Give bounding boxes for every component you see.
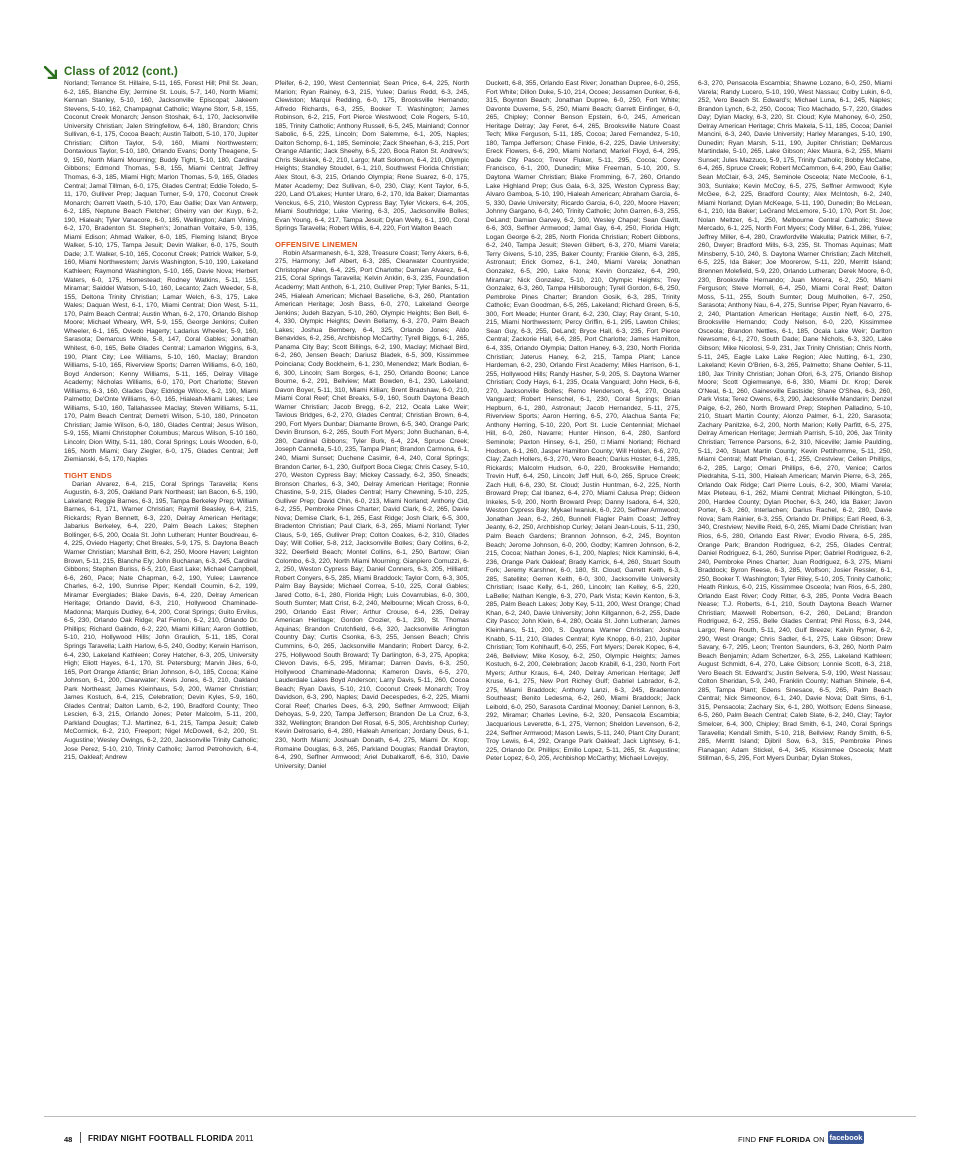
roster-text: Pfeifer, 6-2, 190, West Centennial; Sean Price, 6-4, 225, North Marion; Ryan Rainey, 6-3, 215, Yulee; Darius Redd, 6-3, 245, Clewiston; Marqui Redding, 6-0, 175, Brooksville Hernando; Alfredo Richards, 6-3, 255, Booker T. Washington; James Robinson, 6-2, 215, Fort Pierce Westwood; Cole Rogers, 5-10, 185, Trinity Catholic; Anthony Russell, 6-5, 245, Mainland; Connor Sabolic, 6-5, 225, Lincoln; Dom Salemme, 6-1, 205, Naples; Dalton Schomp, 6-1, 185, Seminole; Zack Sheehan, 6-3, 215, Port Orange Atlantic; Jack Sheehy, 6-5, 220, Boca Raton St. Andrew's; Chris Skulskek, 6-2, 210, Largo; Matt Solomon, 6-4, 210, Olympic Heights; Standley Stoudet, 6-1, 210, Southwest Florida Christian; Alex Stout, 6-3, 215, Orlando Olympia; Rene Suarez, 6-0, 175, Mater Academy; Dez Sullivan, 6-0, 230, Clay; Kent Taylor, 6-5, 220, Land O'Lakes; Hunter Uraro, 6-2, 170, Ida Baker; Diamantas Venckus, 6-5, 210, Weston Cypress Bay; Tyler Vickers, 6-4, 205, Miami Southridge; Luke Viering, 6-3, 205, Jacksonville Bolles; Evan Young, 6-4, 217, Tampa Jesuit; Dylan Welty, 6-1, 190, Coral Springs Taravella; Robert Willis, 6-4, 220, Fort Walton Beach — [275, 80, 469, 233]
section-title: Class of 2012 (cont.) — [64, 66, 178, 78]
column-4 — [698, 80, 892, 1106]
footer-separator — [80, 1132, 81, 1143]
footer-divider — [44, 1116, 916, 1117]
facebook-logo-icon[interactable]: facebook — [829, 1133, 863, 1142]
find-brand: FNF FLORIDA — [758, 1135, 811, 1144]
roster-text: Duckett, 6-8, 355, Orlando East River; Jonathan Dupree, 6-0, 255, Fort White; Dillon Duke, 5-10, 214, Ocoee; Jessamen Dunker, 6-6, 315, Boynton Beach; Jonathan Dupree, 6-0, 250, Fort White; Davonte Duverne, 5-5, 250, Miami Beach; Garrett Einfinger, 6-0, 265, Chipley; Conner Benson Epstein, 6-0, 245, American Heritage Delray; Jay Feret, 6-4, 265, Brooksville Nature Coast Tech; Mike Ferguson, 5-11, 185, Cocoa; Jared Fernandez, 5-10, 180, Tampa Jefferson; Chase Finkle, 6-2, 225, Davie University; Ereck Flowers, 6-6, 290, Miami Norland; Markel Floyd, 6-4, 295, Dade City Pasco; Trevor Fluker, 5-11, 295, Cocoa; Corey Francisco, 6-1, 200, Dunedin; Mike Freeman, 5-10, 200, S. Daytona Warner Christian; Blake Fromming, 6-7, 260, Orlando Lake Highland Prep; Gus Gala, 6-3, 325, Weston Cypress Bay; Alvaro Gamboa, 5-10, 190, Hialeah American; Abraham Garcia, 6-5, 330, Davie University; Ricardo Garcia, 6-0, 220, Moore Haven; Johnny Gargano, 6-0, 240, Trinity Catholic; John Garren, 6-3, 255, DeLand; Damian Garvey, 6-2, 300, Wesley Chapel; Sean Gavitt, 6-6, 303, Seffner Armwood; Jamal Gay, 6-4, 250, Florida High; Logan George 6-2, 285, North Florida Christian; Robert Gibbons, 6-2, 240, Tampa Jesuit; Steven Gilbert, 6-3, 270, Miami Varela; Terry Givens, 5-10, 235, Baker County; Frankie Glenn, 6-3, 285, Astronaut; Erick Gomez, 6-1, 240, Miami Varela; Jonathan Gonzalez, 6-5, 290, Lake Nona; Kevin Gonzalez, 6-4, 290, Miramar; Nick Gonzalez, 5-10, 210, Olympic Heights; Trey Gonzalez, 6-3, 260, Tampa Hillsborough; Tyrell Gordon, 6-6, 250, Pembroke Pines Charter; Brandon Gosik, 6-3, 285, Trinity Catholic; Evan Goodman, 6-5, 265, Lakeland; Richard Green, 6-5, 300, Fort Meade; Hunter Grant, 6-2, 230, Clay; Ray Grant, 5-10, 215, Miami Northwestern; Percy Griffin, 6-1, 295, Lawton Chiles; Sean Guy, 6-3, 255, DeLand; Bryce Hall, 6-3, 235, Fort Pierce Central; Zackorie Hall, 6-6, 285, Port Charlotte; James Hamilton, 6-4, 335, Orlando Olympia; Dalton Haney, 6-3, 230, North Florida Christian; Jaterus Haney, 6-2, 215, Tampa Plant; Lance Hardeman, 6-2, 230, Orlando First Academy; Miles Harrison, 6-1, 255, Hollywood Hills; Randy Hasher, 5-9, 205, S. Daytona Warner Christian; Cody Hays, 6-1, 235, Ocala Vanguard; John Heck, 6-6, 270, Jacksonville Bolles; Remo Henderson, 6-4, 270, Ocala Vanguard; Robert Henschel, 6-1, 230, Coral Springs; Brian Hepburn, 6-1, 280, Astronaut; Jacob Hernandez, 5-11, 275, Riverview Sports; Aaron Herring, 6-5, 270, Alachua Santa Fe; Anthony Herring, 5-10, 220, Port St. Lucie Centennial; Michael Hill, 6-0, 260, Navarre; Hunter Hinson, 6-4, 280, Sanford Seminole; Paxton Hinsey, 6-1, 250, □Miami Norland; Richard Hodson, 6-1, 260, Jasper Hamilton County; Will Holden, 6-6, 270, Clay; Zach Hollers, 6-3, 270, Vero Beach; Darius Hoster, 6-1, 285, Rickards; Malcolm Hudson, 6-0, 220, Brooksville Hernando; Trevin Huff, 6-4, 250, Lincoln; Jeff Hull, 6-0, 265, Spruce Creek; Zach Hull, 6-6, 230, St. Cloud; Justin Huntman, 6-2, 225, North Broward Prep; Cal Ibanez, 6-4, 270, Miami Calusa Prep; Gideon Inkeles, 5-9, 200, North Broward Prep; Danny Isadora, 6-4, 320, Weston Cypress Bay; Mykael Iwaniuk, 6-0, 220, Seffner Armwood; Jonathan Jean, 6-2, 260, Bunnell Flagler Palm Coast; Jeffrey Jeanty, 6-2, 250, Archbishop Curley; Jelani Jean-Louis, 5-11, 230, Palm Beach Gardens; Brannon Johnson, 6-2, 245, Boynton Beach; Jerome Johnson, 6-0, 200, Godby; Kamren Johnson, 6-2, 215, Cocoa; Nathan Jones, 6-1, 200, Naples; Nick Kaminski, 6-4, 236, Orange Park Oakleaf; Brady Karrick, 6-4, 260, Stuart South Fork; Jeremy Karshner, 6-0, 180, St. Cloud; Garrett Keith, 6-3, 285, Satellite; Gerren Keith, 6-0, 300, Jacksonville University Christian; Isaac Kelly, 6-1, 260, Lincoln; Ian Kelley, 6-5, 220, LaBelle; Nathan Kengle, 6-3, 270, Park Vista; Kevin Kenton, 6-3, 285, Palm Beach Lakes; Joby Key, 5-11, 200, West Orange; Chad Khan, 6-2, 240, Davie University; John Killgannon, 6-2, 255, Dade City Pasco; John Klein, 6-4, 280, Ocala St. John Lutheran; James Kleinhans, 5-11, 200, S. Daytona Warner Christian; Joshua Knabb, 5-11, 210, Glades Central; Kyle Knopp, 6-0, 210, Jupiter Christian; Tom Kohlhauff, 6-0, 255, Fort Myers; Derek Kopec, 6-4, 246, Bellview; Mike Kosoy, 6-2, 250, Olympic Heights; James Kostuch, 6-2, 200, Celebration; Jacob Krabill, 6-1, 230, North Fort Myers; Arthur Kraus, 6-4, 240, Delray American Heritage; Jeff Kruse, 6-1, 275, New Port Richey Gulf; Gabriel Labrador, 6-2, 275, Miami Braddock; Anthony Lanzi, 6-3, 245, Bradenton Southeast; Benito Ledesma, 6-2, 260, Miami Braddock; Jack Leibold, 6-0, 250, Sarasota Cardinal Mooney; Daniel Lennon, 6-3, 292, Miramar; Charles Levine, 6-2, 320, Pensacola Escambia; Jacquarious Leverette, 6-1, 275, Vernon; Sheldon Levenson, 6-2, 224, Seffner Armwood; Mason Lewis, 5-11, 240, Plant City Durant; Troy Lewis, 6-4, 292, Orange Park Oakleaf; Jack Lightsey, 6-1, 225, Orlando Dr. Phillips; Emilio Lopez, 5-11, 265, St. Augustine; Peter Lopez, 6-0, 205, Archbishop McCarthy; Michael Lovejoy, — [486, 80, 680, 763]
position-heading-tight-ends: TIGHT ENDS — [64, 470, 112, 480]
position-heading-offensive-linemen: OFFENSIVE LINEMEN — [275, 239, 358, 249]
text-columns — [64, 80, 896, 1106]
column-3 — [486, 80, 680, 1106]
publication-name — [88, 1134, 254, 1143]
roster-text: Darian Alvarez, 6-4, 215, Coral Springs Taravella; Kens Augustin, 6-3, 205, Oakland Park Northeast; Ian Bacon, 6-5, 190, Lakeland; Reggie Barnes, 6-3, 195, Tampa Berkeley Prep; William Barnes, 6-1, 171, Warner Christian; Raymil Beasley, 6-4, 215, Rickards; Ryan Bennett, 6-3, 220, Delray American Heritage; Jabarius Berkeley, 6-4, 220, Palm Beach Lakes; Stephen Bollinger, 6-5, 200, Ocala St. John Lutheran; Hunter Boudreau, 6-4, 225, Oviedo Hagerty; Chet Breaks, 5-9, 175, S. Daytona Beach Warner Christian; Marshall Britt, 6-2, 250, Moore Haven; Leighton Brown, 5-11, 215, Blanche Ely; John Buchanan, 6-3, 245, Cardinal Gibbons; Stephen Buriss, 6-5, 210, East Lake; Michael Campbell, 6-6, 260, Pace; Nate Chapman, 6-2, 190, Yulee; Lawrence Charles, 6-2, 190, Sunrise Piper; Kendall Coumin, 6-2, 199, Miramar Everglades; Blake Davis, 6-4, 220, Delray American Heritage; Orlando David, 6-3, 210, Hollywood Chaminade-Madonna; Marquis Dudley, 6-4, 200, Coral Springs; Guito Ervilus, 6-5, 230, Orlando Oak Ridge; Pat Fenlon, 6-2, 210, Orlando Dr. Phillips; Richard Galindo, 6-2, 220, Miami Killian; Aaron Gottlieb, 5-10, 210, Hollywood Hills; John Graulich, 5-11, 185, Coral Springs Taravella; Laith Harlow, 6-5, 240, Godby; Kerwin Harrison, 6-4, 230, Lakeland Kathleen; Corey Hatcher, 6-3, 205, University High; Eliott Hayes, 6-1, 170, St. Petersburg; Marvin Jiles, 6-0, 165, Port Orange Atlantic; Brian Johnson, 6-0, 185, Cocoa; Kaine Johnson, 6-1, 200, Clearwater; Kevis Jones, 6-3, 210, Oakland Park Northeast; James Kleinhaus, 5-9, 200, Warner Christian; James Kostuch, 6-4, 215, Celebration; Devin Kyles, 5-9, 160, Glades Central; Dalton Lamb, 6-2, 190, Bradford County; Theo Lescien, 6-3, 215, Orlando Jones; Peter Malcolm, 5-11, 200, Parkland Douglas; T.J. Martinez, 6-1, 215, Tampa Jesuit; Caleb McCormick, 6-2, 210, Freeport; Nigel McDowell, 6-2, 200, St. Augustine; Wesley Owings, 6-2, 220, Jacksonville Trinity Catholic; Jose Perez, 5-10, 210, Trinity Catholic; Jarrod Petrohovich, 6-4, 215, Oakleaf; Andrew — [64, 480, 258, 762]
find-prefix: FIND — [738, 1135, 757, 1144]
roster-text: Robin Afsarmanesh, 6-1, 328, Treasure Coast; Terry Akers, 6-6, 275, Harmony; Jeff Albert, 6-3, 285, Clearwater Countryside; Christopher Allen, 6-4, 225, Port Charlotte; Damian Alvarez, 6-4, 215, Coral Springs Taravella; Kelvin Anklin, 6-3, 235, Foundation Academy; Matt Anthoh, 6-1, 210, Gulliver Prep; Tyler Banks, 5-11, 245, Hialeah American; Michael Baseliche, 6-3, 260, Plantation American Heritage; Josh Bass, 6-0, 270, Lakeland George Jenkins; Judeh Bazyan, 5-10, 260, Olympic Heights; Ben Bell, 6-4, 330, Olympic Heights; Devin Bellamy, 6-3, 270, Palm Beach Lakes; Joshua Bembery, 6-4, 325, Orlando Jones; Aldo Benavides, 6-2, 256, Archbishop McCarthy; Tyrell Biggs, 6-1, 265, Panama City Bay; Scott Billings, 6-2, 190, Maclay; Michael Bird, 6-2, 260, Jensen Beach; Dariusz Bladek, 6-5, 309, Kissimmee Poinciana; Cody Bockheim, 6-1, 230, Menendez; Mark Bodian, 6-6, 300, Lincoln; Sam Borges, 6-1, 250, Orlando Boone; Lance Bourne, 6-2, 291, Bellview; Matt Bowden, 6-1, 230, Lakeland; Davon Boyer, 5-11, 310, Miami Killian; Brent Bradshaw, 6-0, 210, Miami Coral Reef; Chet Breaks, 5-9, 160, South Daytona Beach Warner Christian; Jacob Bregg, 6-2, 212, Ocala Lake Weir; Tavious Bridges, 6-2, 270, Glades Central; Christian Brown, 6-4, 290, Fort Myers Dunbar; Diamante Brown, 6-5, 340, Orange Park; Devin Brunson, 6-2, 265, South Fort Myers; John Buchanan, 6-4, 280, Cardinal Gibbons; Tyler Burk, 6-4, 224, Spruce Creek; Joseph Cannella, 5-10, 235, Tampa Plant; Brandon Carmona, 6-1, 240, Miami Sunset; Duchene Casimir, 6-4, 240, Coral Springs; Brandon Carter, 6-1, 230, Gulfport Boca Ciega; Chris Casey, 5-10, 270, Weston Cypress Bay; Mickey Cassady, 6-2, 350, Sneads; Bronson Charles, 6-3, 340, Delray American Heritage; Ronnie Chastine, 5-9, 215, Glades Central; Harry Chewning, 5-10, 225, Gulliver Prep; David Chin, 6-0, 213, Miami Norland; Anthony Cid, 6-2, 255, Pembroke Pines Charter; David Clark, 6-2, 265, Davie Nova; Demise Clark, 6-1, 265, East Ridge; Josh Clark, 6-5, 300, Bradenton Christian; Paul Clark, 6-3, 265, Miami Norland; Tyler Claus, 5-9, 165, Gulliver Prep; Colton Coakes, 6-2, 310, Glades Day; Will Collier, 5-8, 212, Jacksonville Bolles; Gary Collins, 6-2, 322, Deerfield Beach; Montel Collins, 6-1, 250, Bartow; Gian Colombo, 6-3, 220, North Miami Mourning; Gianpiero Comuzzi, 6-2, 250, Weston Cypress Bay; Daniel Conners, 6-3, 205, Hilliard; Robert Conyers, 6-5, 285, Miami Braddock; Taylor Corn, 6-3, 305, Palm Bay Bayside; Michael Correa, 5-10, 225, Coral Gables; Jared Cotto, 6-1, 280, Florida High; Luis Covarrubias, 6-0, 300, South Sumter; Matt Crist, 6-2, 240, Melbourne; Micah Cross, 6-0, 290, Orlando East River; Arthur Crouse, 6-4, 235, Delray American Heritage; Gordon Crozier, 6-1, 230, St. Thomas Aquinas; Brandon Crutchfield, 6-6, 320, Jacksonville Arlington Country Day; Curtis Csonka, 6-3, 255, Jensen Beach; Chris Cummins, 6-0, 265, Jacksonville Mandarin; Robert Darcy, 6-2, 275, Hollywood South Broward; Ty Darlington, 6-3, 275, Apopka; Clevon Davis, 6-5, 295, Miramar; Darren Davis, 6-3, 250, Hollywood Chaminade-Madonna; Kameron Davis, 6-5, 270, Lauderdale Lakes Boyd Anderson; Larry Davis, 5-11, 260, Cocoa Beach; Ryan Davis, 5-10, 210, Coconut Creek Monarch; Troy Davidson, 6-3, 290, Naples; David Decespedes, 6-2, 225, Miami Coral Reef; Charles Dees, 6-3, 290, Seffner Armwood; Elijah Dehoyas, 5-9, 220, Tampa Jefferson; Brandon De La Cruz, 6-3, 332, Wellington; Brandon Del Rosal, 6-5, 305, Archbishop Curley; Kevin Delrosario, 6-4, 280, Hialeah American; Jordany Deus, 6-1, 230, North Miami; Joshuah Donath, 6-4, 275, Miami Dr. Krop; Romaine Douglas, 6-3, 265, Parkland Douglas; Randall Drayton, 6-4, 290, Seffner Armwood; Ariel Dubalkaroff, 6-6, 310, Davie University; Daniel — [275, 249, 469, 770]
roster-text: Norland; Terrance St. Hillaire, 5-11, 165, Forest Hill; Phil St. Jean, 6-2, 165, Blanche Ely; Jermine St. Louis, 5-7, 140, North Miami; Kennan Stanley, 5-10, 160, Jacksonville Episcopal; Jakeem Stevens, 5-10, 162, Champagnat Catholic; Wayne Storr, 5-8, 155, Coconut Creek Monarch; Jenson Stoshak, 6-1, 170, Jacksonville University Christian; Jalen Stringfellow, 6-4, 180, Brandon; Chris Sullivan, 6-1, 175, Cocoa Beach; Austin Talbott, 5-10, 170, Jupiter Christian; Clifton Taylor, 5-9, 160, Miami Northwestern; Dontavious Taylor, 5-10, 180, Orlando Evans; Donty Theagene, 5-9, 150, North Miami Mourning; Buddy Tight, 5-10, 180, Cardinal Gibbons; Edmond Thomas, 5-8, 155, Miami Central; Jeffrey Thomas, 6-3, 185, Miami High; Marlon Thomas, 5-9, 165, Glades Central; Jamal Tillman, 6-0, 175, Glades Central; Eddie Toledo, 5-11, 170, Gulliver Prep; Jaquan Turner, 5-9, 170, Coconut Creek Monarch; Garrett Vaeth, 5-10, 170, Eau Gallie; Dax Van Antwerp, 6-2, 185, Neptune Beach Fletcher; Gheirry van der Kuyp, 6-2, 190, Hialeah; Tyler Vanacore, 6-0, 185, Wellington; Adam Vining, 6-2, 170, Bradenton St. Stephen's; Jonathan Voltaire, 5-9, 135, Miami Edison; Ahmad Walker, 6-0, 185, Fleming Island; Bryce Walker, 5-10, 175, Tampa Jesuit; Devin Walker, 6-0, 175, South Dade; J.T. Walker, 5-10, 165, Coconut Creek; Patrick Walker, 5-9, 160, Miami Northwestern; Jarvis Washington, 5-10, 190, Lakeland Kathleen; Raymond Washington, 5-10, 165, Davie Nova; Herbert Waters, 6-0, 175, Homestead; Rodney Watkins, 5-11, 155, Miramar; Saiddel Watson, 5-10, 160, Lecanto; Zach Weeder, 5-8, 155, Deltona Trinity Christian; Lamar Welch, 6-3, 175, Lake Wales; Daquan West, 6-1, 170, Miami Central; Dion West, 5-11, 170, Palm Beach Central; Austin Whan, 6-2, 170, Orlando Bishop Moore; Michael Wheary, WR, 5-9, 155, George Jenkins; Cullen Wheeler, 6-1, 165, Oviedo Hagerty; Ladarius Wheeler, 5-9, 160, Sarasota; Demarcus White, 5-8, 147, Coral Gables; Jonathan Whitest, 6-0, 165, Belle Glades Central; Lamarlon Wiggins, 6-3, 190, Plant City; Lee Williams, 5-10, 160, Maclay; Brandon Williams, 5-10, 165, Riverview Sports; Darren Williams, 6-0, 160, Boyd Anderson; Kenny Williams, 5-11, 165, Delray Village Academy; Nicholas Williams, 6-0, 170, Port Charlotte; Steven Williams, 6-3, 160, Glades Day; Eldridge Wilcox, 6-2, 190, Miami Palmetto; De'Onte Williams, 6-0, 165, Hialeah-Miami Lakes; Lee Williams, 5-10, 160, Tallahassee Maclay; Steven Williams, 5-11, 170, Palm Beach Central; Demetri Wilson, 5-10, 180, Princeton Christian; Jamie Wilson, 6-0, 180, Glades Central; Jesus Wilson, 5-9, 155, Miami Christopher Columbus; Marcus Wilson, 5-10 160, Lincoln; Dion Witty, 5-11, 180, Coral Springs; Louis Wooden, 6-0, 165, North Miami; Gary Ziegler, 6-0, 175, Glades Central; Jeff Ziemianski, 6-5, 170, Naples — [64, 80, 258, 464]
find-suffix: ON — [813, 1135, 825, 1144]
publication-year: 2011 — [235, 1134, 254, 1143]
column-2 — [275, 80, 469, 1106]
page-number: 48 — [64, 1135, 73, 1144]
arrow-bullet-icon — [44, 66, 57, 79]
publication-title: FRIDAY NIGHT FOOTBALL FLORIDA — [88, 1134, 234, 1143]
roster-text: 6-3, 270, Pensacola Escambia; Shawne Lozano, 6-0, 250, Miami Varela; Randy Lucero, 5-10, 190, West Nassau; Colby Lukin, 6-0, 252, Vero Beach St. Edward's; Michael Luna, 6-1, 245, Naples; Brandon Lynch, 6-2, 250, Cocoa; Tico Machado, 5-7, 220, Glades Day; Dylan Macky, 6-3, 220, St. Cloud; Kyle Mahoney, 6-0, 250, Delray American Heritage; Chris Makela, 5-11, 185, Cocoa; Daniel Mancini, 6-3, 240, Davie University; Harley Maranges, 5-10, 190, Dunedin; Ryan Marsh, 5-11, 190, Jupiter Christian; DeMarcus Martindale, 5-10, 265, Lake Gibson; Alex Maura, 6-2, 255, Miami Sunset; Jules Mazzuco, 5-9, 175, Trinity Catholic; Bobby McCabe, 6-4, 265, Spruce Creek; Robert McCammon, 6-4, 290, Eau Gallie; Sean McClair, 6-3, 245, Seminole Osceola; Nate McCoole, 6-1, 303, Sunlake; Kevin McCoy, 6-5, 275, Seffner Armwood; Kyle McGee, 6-2, 225, Bradford County; Alex McIntosh, 6-2, 240, Miami Norland; Dylan McKeage, 5-11, 190, Dunedin; Bo McLean, 6-1, 210, Ida Baker; LeGrand McLemore, 5-10, 170, Port St. Joe; Nolan Meltzer, 6-1, 250, Melbourne Central Catholic; Steve Mercado, 6-1, 225, North Fort Myers; Cody Miller, 6-1, 286, Yulee; Jeffrey Miller, 6-4, 280, Crawfordville Wakulla; Patrick Miller, 6-7, 260, Dwyer; Bradford Mills, 6-3, 235, St. Thomas Aquinas; Matt Minsberry, 5-10, 240, S. Daytona Warner Christian; Zach Mitchell, 6-5, 225, Ida Baker; Joe Moorerow, 5-11, 220, Merritt Island; Brennen Molefield, 5-9, 220, Orlando Lutheran; Derek Moore, 6-0, 230, Brooksville Hernando; Juan Morera, 6-2, 250, Miami Ferguson; Steve Morrell, 6-4, 250, Miami Coral Reef; Dalton Moss, 5-11, 255, South Sumter; Doug Mulhollen, 6-7, 250, Sarasota; Anthony Nau, 6-4, 275, Sunrise Piper; Ryan Navarro, 6-2, 240, Plantation American Heritage; Austin Neff, 6-0, 275, Brooksville Hernando; Cody Nelson, 6-0, 220, Kissimmee Osceola; Brandon Nettles, 6-1, 185, Ocala Lake Weir; Darlton Newsome, 6-1, 270, South Dade; Dane Nichols, 6-3, 320, Lake Gibson; Mike Nicolosi, 5-9, 231, Jax Trinity Christian; Chris North, 5-11, 245, Eagle Lake Lake Region; Alec Nutting, 6-1, 230, Lakeland; Kevin O'Brien, 6-3, 265, Palmetto; Shane Oehler, 5-11, 180, Jax Trinity Christian; Johan Ofori, 6-3, 275, Orlando Bishop Moore; Scott Ogiemwanye, 6-6, 330, Miami Dr. Krop; Derek O'Neal, 6-1, 260, Gainesville Eastside; Shane O'Shea, 6-3, 260, Park Vista; Terez Owens, 6-3, 290, Jacksonville Mandarin; Denzel Paige, 6-2, 260, North Broward Prep; Stephen Palladino, 5-10, 210, Stuart Martin County; Alonzo Palmer, 6-1, 220, Sarasota; Zachary Panitzke, 6-2, 200, North Marion; Kelly Parfitt, 6-5, 275, Delray American Heritage; Jermiah Parrish, 5-10, 206, Jax Trinity Christian; Terrence Parsons, 6-2, 310, Niceville; Jamie Paulding, 5-11, 240, Stuart Martin County; Kevin Pettihomme, 5-11, 250, Miami Central; Matt Phelan, 6-1, 255, Crestview; Cellen Phillips, 6-2, 285, Largo; Omari Phillips, 6-6, 270, Venice; Carlos Piedrahita, 5-11, 300, Hialeah American; Marvin Pierre, 6-3, 265, Orlando Oak Ridge; Carl Pierre Louis, 6-2, 300, Miami Varela; Max Pleteau, 6-1, 262, Miami Central; Michael Pilkington, 5-10, 200, Hardee County; Dylan Plocher, 6-3, 240, Ida Baker; Javon Porter, 6-3, 260, Interlachen; Darius Rachel, 6-2, 280, Davie Nova; Sam Rainier, 6-3, 255, Orlando Dr. Phillips; Earl Reed, 6-3, 340, Crestview; Neville Reid, 6-0, 265, Miami Dade Christian; Ivan Rios, 6-5, 280, Orlando East River; Evodio Rivera, 6-5, 285, Orange Park; Brandon Rodriguez, 6-2, 255, Glades Central; Daniel Rodriguez, 6-1, 260, Sunrise Piper; Gabriel Rodriguez, 6-2, 240, Pembroke Pines Charter; Juan Rodriguez, 6-3, 275, Miami Braddock; Byron Reese, 6-3, 285, Wolfson; Josier Ressler, 6-1, 250, Booker T. Washington; Tyler Riley, 5-10, 205, Trinity Catholic; Heath Rinkus, 6-0, 215, Kissimmee Osceola; Ivan Rios, 6-5, 280, Orlando East River; Cody Ritter, 6-3, 285, Ponte Vedra Beach Nease; T.J. Roberts, 6-1, 210, South Daytona Beach Warner Christian; Maxwell Robertson, 6-2, 260, DeLand; Brandon Rodriguez, 6-2, 255, Belle Glades Central; Phil Ross, 6-3, 244, Largo; Reno Routh, 5-11, 240, Gulf Breeze; Kalvin Rymer, 6-2, 290, West Orange; Chris Sadler, 6-1, 275, Lake Gibson; Drew Savary, 6-7, 295, Leon; Trenton Saunders, 6-3, 260, North Palm Beach Benjamin; Adam Schertzer, 6-3, 255, Lakeland Kathleen; August Schmidt, 6-4, 270, Lake Gibson; Lonnie Scott, 6-3, 218, Vero Beach St. Edward's; Justin Selvera, 5-9, 190, West Nassau; Colton Sheridan, 5-9, 240, Franklin County; Nathan Shinele, 6-4, 285, Tampa Plant; Edens Sinesace, 6-5, 265, Palm Beach Central; Nick Simeonov, 6-1, 240, Davie Nova; Dalt Sims, 6-1, 315, Pensacola; Zachary Six, 6-1, 280, Wolfson; Edens Sinease, 6-5, 260, Palm Beach Central; Caleb Slate, 6-2, 240, Clay; Taylor Smelcer, 6-4, 300, Chipley; Brad Smith, 6-1, 240, Coral Springs Taravella; Kendall Smith, 5-10, 218, Bellview; Randy Smith, 6-5, 285, Merritt Island; Djibril Sow, 6-3, 315, Pembroke Pines Flanagan; Adam Stickel, 6-4, 345, Kissimmee Osceola; Matt Stillman, 6-5, 295, Fort Myers Dunbar; Dylan Stokes, — [698, 80, 892, 763]
find-us-text — [738, 1135, 825, 1144]
column-1 — [64, 80, 258, 1106]
